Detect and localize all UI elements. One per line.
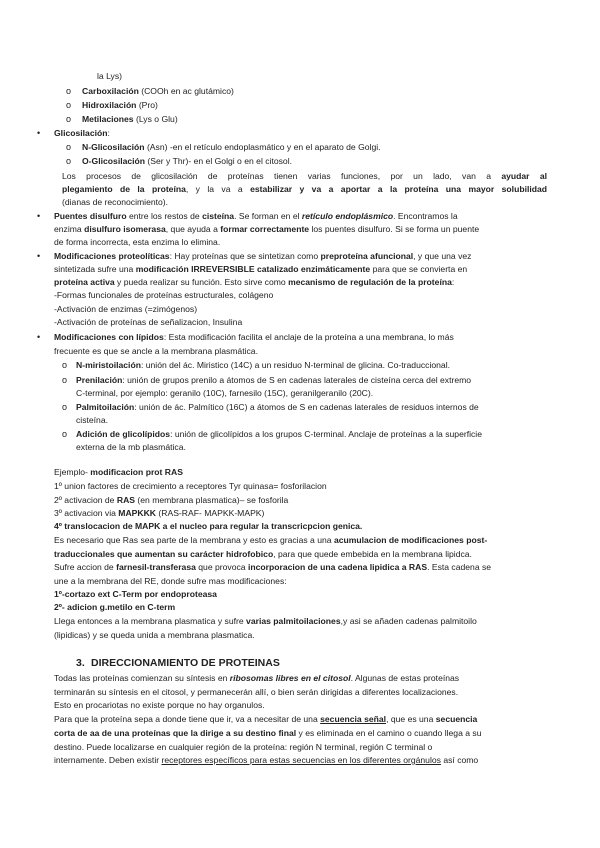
palmitoilacion-item: Palmitoilación: unión de ác. Palmítico (16C) a átomos de S en cadenas laterales de residuos internos de xyxy=(76,402,479,412)
ras-paragraph-line: Sufre accion de farnesil-transferasa que provoca incorporacion de una cadena lipidica a RAS. Esta cadena se xyxy=(54,562,492,572)
circle-bullet: o xyxy=(66,86,72,96)
circle-bullet: o xyxy=(66,114,72,124)
circle-bullet: o xyxy=(66,142,72,152)
modificaciones-proteoliticas-line: sintetizada sufre una modificación IRREVERSIBLE catalizado enzimáticamente para que se convierta en xyxy=(54,264,468,274)
ras-step: 1º union factores de crecimiento a receptores Tyr quinasa= fosforilacion xyxy=(54,481,327,491)
direccionamiento-line: Esto en procariotas no existe porque no hay organulos. xyxy=(54,700,265,710)
glicosilacion-heading: Glicosilación: xyxy=(54,128,110,138)
proteolisis-example: -Activación de proteínas de señalizacion, Insulina xyxy=(54,317,243,327)
direccionamiento-line: corta de aa de una proteínas que la dirige a su destino final y es eliminada en el camino o cuando llega a su xyxy=(54,728,482,738)
n-glicosilacion-item: N-Glicosilación (Asn) -en el retículo endoplasmático y en el aparato de Golgi. xyxy=(82,142,381,152)
ras-modification: 1º-cortazo ext C-Term por endoproteasa xyxy=(54,589,217,599)
ras-paragraph-line: (lipidicas) y se queda unida a membrana plasmatica. xyxy=(54,630,255,640)
ras-step: 4º translocacion de MAPK a el nucleo para regular la transcricpcion genica. xyxy=(54,521,363,531)
direccionamiento-line: Para que la proteína sepa a donde tiene que ir, va a necesitar de una secuencia señal, que es una secuencia xyxy=(54,714,478,724)
ras-paragraph-line: Llega entonces a la membrana plasmatica y sufre varias palmitoilaciones,y asi se añaden cadenas palmitoilo xyxy=(54,616,477,626)
modificaciones-lipidos-line: Modificaciones con lípidos: Esta modificación facilita el anclaje de la proteína a una membrana, lo más xyxy=(54,332,454,342)
section-number: 3. xyxy=(76,657,85,669)
puentes-disulfuro-line: Puentes disulfuro entre los restos de cisteína. Se forman en el retículo endoplásmico. Encontramos la xyxy=(54,211,458,221)
proteolisis-example: -Activación de enzimas (=zimógenos) xyxy=(54,304,198,314)
palmitoilacion-item: cisteína. xyxy=(76,415,109,425)
glicosilacion-paragraph-line: Los procesos de glicosilación de proteínas tienen varias funciones, por un lado, van a ayudar al xyxy=(62,171,548,181)
modificaciones-lipidos-line: frecuente es que se ancle a la membrana plasmática. xyxy=(54,346,258,356)
circle-bullet: o xyxy=(62,375,68,385)
o-glicosilacion-item: O-Glicosilación (Ser y Thr)- en el Golgi o en el citosol. xyxy=(82,156,292,166)
ras-step: 2º activacion de RAS (en membrana plasmatica)– se fosforila xyxy=(54,495,289,505)
direccionamiento-line: Todas las proteínas comienzan su síntesis en ribosomas libres en el citosol. Algunas de estas proteínas xyxy=(54,673,460,683)
glicosilacion-paragraph-line: plegamiento de la proteína, y la va a estabilizar y va a aportar a la proteína una mayor solubilidad xyxy=(62,184,548,194)
ras-paragraph-line: une a la membrana del RE, donde sufre mas modificaciones: xyxy=(54,576,287,586)
ras-modification: 2º- adicion g.metilo en C-term xyxy=(54,602,176,612)
disc-bullet: • xyxy=(37,251,41,261)
carboxilacion-item: Carboxilación (COOh en ac glutámico) xyxy=(82,86,234,96)
continued-line: la Lys) xyxy=(97,71,122,81)
puentes-disulfuro-line: de forma incorrecta, esta enzima lo elimina. xyxy=(54,237,221,247)
puentes-disulfuro-line: enzima disulfuro isomerasa, que ayuda a formar correctamente los puentes disulfuro. Si se forma un puente xyxy=(54,224,480,234)
prenilacion-item: C-terminal, por ejemplo: geranilo (10C), farnesilo (15C), geranilgeranilo (20C). xyxy=(76,388,374,398)
direccionamiento-line: destino. Puede localizarse en cualquier región de la proteína: región N terminal, región C terminal o xyxy=(54,742,433,752)
modificaciones-proteoliticas-line: Modificaciones proteolíticas: Hay proteínas que se sintetizan como preproteína afuncional, y que una vez xyxy=(54,251,472,261)
modificaciones-proteoliticas-line: proteína activa y pueda realizar su función. Esto sirve como mecanismo de regulación de la proteína: xyxy=(54,277,455,287)
ras-paragraph-line: traduccionales que aumentan su carácter hidrofobico, para que quede embebida en la membrana lipidca. xyxy=(54,549,472,559)
ras-paragraph-line: Es necesario que Ras sea parte de la membrana y esto es gracias a una acumulacion de modificaciones post- xyxy=(54,535,488,545)
circle-bullet: o xyxy=(66,100,72,110)
ras-step: 3º activacion via MAPKKK (RAS-RAF- MAPKK-MAPK) xyxy=(54,508,265,518)
prenilacion-item: Prenilación: unión de grupos prenilo a átomos de S en cadenas laterales de cisteína cerca del extremo xyxy=(76,375,472,385)
direccionamiento-line: terminarán su síntesis en el citosol, y permanecerán allí, o bien serán dirigidas a diferentes localizaciones. xyxy=(54,687,459,697)
glicolipidos-item: Adición de glicolípidos: unión de glicolípidos a los grupos C-terminal. Anclaje de proteínas a la superficie xyxy=(76,429,483,439)
proteolisis-example: -Formas funcionales de proteínas estructurales, colágeno xyxy=(54,290,274,300)
ras-example-title: Ejemplo- modificacion prot RAS xyxy=(54,467,183,477)
disc-bullet: • xyxy=(37,211,41,221)
disc-bullet: • xyxy=(37,332,41,342)
metilaciones-item: Metilaciones (Lys o Glu) xyxy=(82,114,178,124)
circle-bullet: o xyxy=(62,429,68,439)
circle-bullet: o xyxy=(66,156,72,166)
glicosilacion-paragraph-line: (dianas de reconocimiento). xyxy=(62,197,169,207)
glicolipidos-item: externa de la mb plasmática. xyxy=(76,442,186,452)
section-title: DIRECCIONAMIENTO DE PROTEINAS xyxy=(91,657,280,669)
circle-bullet: o xyxy=(62,402,68,412)
circle-bullet: o xyxy=(62,360,68,370)
n-miristoilacion-item: N-miristoilación: unión del ác. Miristico (14C) a un residuo N-terminal de glicina. Co-traduccional. xyxy=(76,360,450,370)
direccionamiento-line: internamente. Deben existir receptores específicos para estas secuencias en los diferentes orgánulos así como xyxy=(54,755,479,765)
disc-bullet: • xyxy=(37,128,41,138)
hidroxilacion-item: Hidroxilación (Pro) xyxy=(82,100,158,110)
